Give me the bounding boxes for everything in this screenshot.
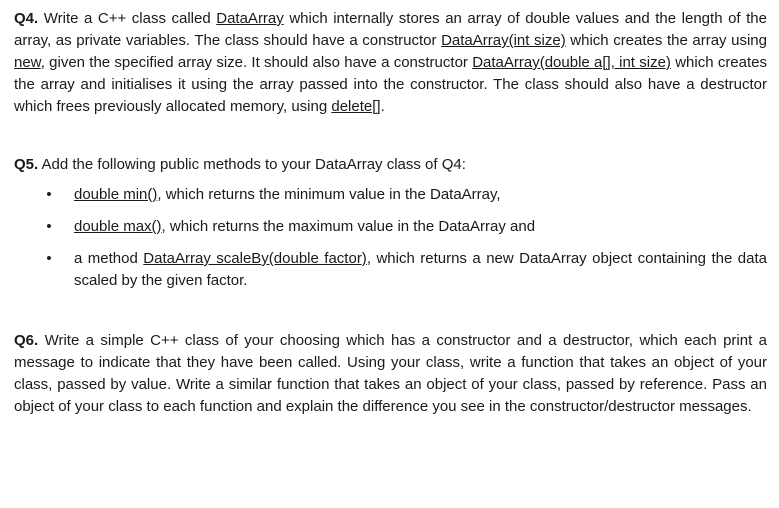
question-4-text-5: which creates the array and initialises it using the array passed into the constructor. The class should also have a destructor which frees previously allocated memory, using: [14, 54, 768, 115]
method-min-signature: double min(): [74, 186, 158, 203]
method-min-description: , which returns the minimum value in the DataArray,: [157, 186, 501, 203]
constructor-array-signature: DataArray(double a[], int size): [472, 54, 671, 71]
method-scaleby-signature: DataArray scaleBy(double factor): [143, 250, 367, 267]
list-item: [14, 216, 767, 238]
constructor-size-signature: DataArray(int size): [441, 32, 566, 49]
method-max-signature: double max(): [74, 218, 162, 235]
method-scaleby-description: , which returns a new DataArray object containing the data scaled by the given factor.: [74, 250, 767, 289]
question-4-text-4: , given the specified array size. It should also have a constructor: [40, 54, 473, 71]
question-4-text-1: Write a C++ class called: [38, 10, 217, 27]
method-max-description: , which returns the maximum value in the DataArray and: [161, 218, 536, 235]
question-4-text-2: which internally stores an array of double values and the length of the array, as private variables. The class should have a constructor: [14, 10, 767, 49]
question-6-number: Q6.: [14, 332, 39, 349]
keyword-delete: delete[]: [331, 98, 381, 115]
question-4: [14, 8, 767, 118]
list-item: [14, 184, 767, 206]
bullet-icon: •: [46, 186, 52, 203]
method-pre: a method: [74, 250, 144, 267]
bullet-icon: •: [46, 250, 52, 267]
question-5-intro: Add the following public methods to your DataArray class of Q4:: [38, 156, 466, 173]
question-6-text: Write a simple C++ class of your choosing which has a constructor and a destructor, which each print a message to indicate that they have been called. Using your class, write a function that takes an object of your class, passed by value. Write a similar function that takes an object of your class, passed by reference. Pass an object of your class to each function and explain the difference you see in the constructor/destructor messages.: [14, 332, 767, 415]
question-4-text-6: .: [380, 98, 385, 115]
question-5: [14, 154, 767, 176]
method-list: [14, 184, 767, 292]
question-4-text-3: which creates the array using: [565, 32, 767, 49]
question-6: [14, 330, 767, 418]
bullet-icon: •: [46, 218, 52, 235]
list-item: [14, 248, 767, 292]
keyword-new: new: [14, 54, 41, 71]
class-name-dataarray: DataArray: [216, 10, 284, 27]
question-4-number: Q4.: [14, 10, 39, 27]
question-5-number: Q5.: [14, 156, 39, 173]
